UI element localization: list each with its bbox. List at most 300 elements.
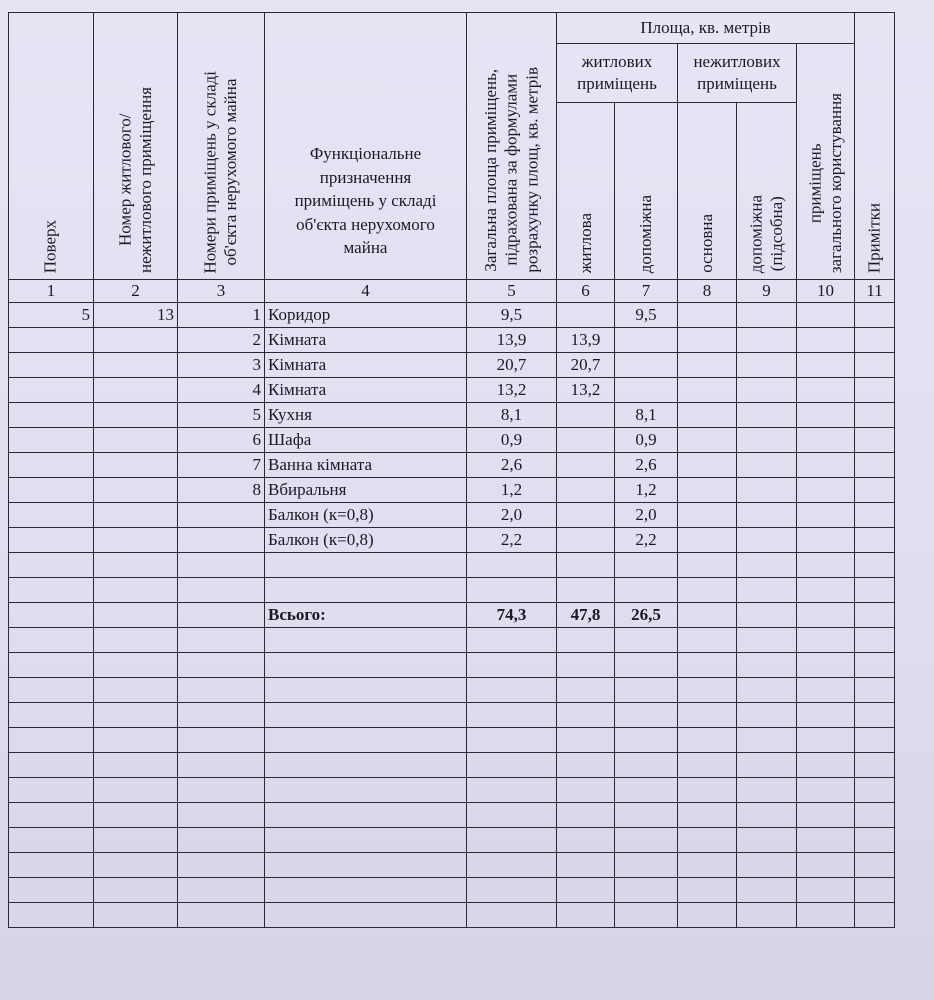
cell-unit <box>94 778 178 803</box>
cell-floor <box>9 803 94 828</box>
cell-auxiliary-area <box>615 903 678 928</box>
cell-unit <box>94 553 178 578</box>
cell-main-area <box>678 628 737 653</box>
cell-room-name <box>265 803 467 828</box>
cell-auxiliary-area <box>615 853 678 878</box>
cell-room-number <box>178 553 265 578</box>
cell-common-area <box>797 853 855 878</box>
cell-common-area <box>797 803 855 828</box>
cell-room-name: Шафа <box>265 428 467 453</box>
cell-floor <box>9 853 94 878</box>
cell-notes <box>855 353 895 378</box>
cell-living-area <box>557 753 615 778</box>
total-living-sum: 47,8 <box>557 603 615 628</box>
cell-room-number: 5 <box>178 403 265 428</box>
cell-notes <box>855 853 895 878</box>
cell-unit <box>94 728 178 753</box>
table-row-empty <box>9 903 895 928</box>
header-main: основна <box>678 103 737 280</box>
cell-auxiliary-area <box>615 753 678 778</box>
cell-notes <box>855 553 895 578</box>
cell-room-number <box>178 753 265 778</box>
cell-floor: 5 <box>9 303 94 328</box>
cell-auxiliary-area <box>615 828 678 853</box>
header-function: Функціональне призначення приміщень у складі об'єкта нерухомого майна <box>265 13 467 280</box>
cell-common-area <box>797 753 855 778</box>
cell-auxiliary-area <box>615 728 678 753</box>
cell-total-area <box>467 578 557 603</box>
cell-utility-area <box>737 478 797 503</box>
table-row <box>9 328 895 353</box>
cell-room-name <box>265 753 467 778</box>
cell-common-area <box>797 478 855 503</box>
cell-total-area <box>467 553 557 578</box>
column-number: 10 <box>797 280 855 303</box>
cell-total-area <box>467 728 557 753</box>
cell-living-area <box>557 828 615 853</box>
column-number: 8 <box>678 280 737 303</box>
cell-auxiliary-area <box>615 553 678 578</box>
table-row-empty <box>9 553 895 578</box>
cell-notes <box>855 578 895 603</box>
cell-main-area <box>678 328 737 353</box>
cell-total-area <box>467 778 557 803</box>
cell-total-area <box>467 853 557 878</box>
cell-utility-area <box>737 603 797 628</box>
cell-common-area <box>797 453 855 478</box>
cell-common-area <box>797 603 855 628</box>
cell-floor <box>9 403 94 428</box>
cell-floor <box>9 478 94 503</box>
cell-room-number <box>178 778 265 803</box>
cell-living-area <box>557 478 615 503</box>
total-auxiliary-sum: 26,5 <box>615 603 678 628</box>
cell-common-area <box>797 828 855 853</box>
total-row <box>9 603 895 628</box>
total-area-sum: 74,3 <box>467 603 557 628</box>
cell-room-number: 8 <box>178 478 265 503</box>
cell-floor <box>9 428 94 453</box>
cell-room-name: Вбиральня <box>265 478 467 503</box>
cell-utility-area <box>737 878 797 903</box>
cell-main-area <box>678 653 737 678</box>
header-area-group: Площа, кв. метрів <box>557 13 855 44</box>
cell-floor <box>9 703 94 728</box>
cell-main-area <box>678 428 737 453</box>
cell-common-area <box>797 378 855 403</box>
cell-auxiliary-area: 2,6 <box>615 453 678 478</box>
cell-room-name <box>265 878 467 903</box>
cell-main-area <box>678 778 737 803</box>
cell-common-area <box>797 428 855 453</box>
cell-common-area <box>797 403 855 428</box>
table-row <box>9 478 895 503</box>
cell-floor <box>9 753 94 778</box>
cell-room-number <box>178 603 265 628</box>
cell-room-name <box>265 728 467 753</box>
cell-total-area <box>467 753 557 778</box>
cell-living-area <box>557 703 615 728</box>
cell-utility-area <box>737 453 797 478</box>
cell-floor <box>9 653 94 678</box>
cell-room-number <box>178 578 265 603</box>
table-row-empty <box>9 828 895 853</box>
cell-room-number <box>178 703 265 728</box>
cell-notes <box>855 403 895 428</box>
cell-utility-area <box>737 703 797 728</box>
cell-auxiliary-area: 1,2 <box>615 478 678 503</box>
cell-common-area <box>797 353 855 378</box>
cell-main-area <box>678 528 737 553</box>
cell-main-area <box>678 453 737 478</box>
cell-total-area: 2,2 <box>467 528 557 553</box>
cell-common-area <box>797 328 855 353</box>
cell-unit <box>94 678 178 703</box>
cell-auxiliary-area <box>615 378 678 403</box>
cell-room-name <box>265 903 467 928</box>
cell-auxiliary-area <box>615 328 678 353</box>
header-floor: Поверх <box>9 13 94 280</box>
cell-room-number <box>178 903 265 928</box>
cell-floor <box>9 553 94 578</box>
cell-room-number: 3 <box>178 353 265 378</box>
column-number: 2 <box>94 280 178 303</box>
header-notes: Примітки <box>855 13 895 280</box>
cell-floor <box>9 503 94 528</box>
cell-unit <box>94 803 178 828</box>
cell-total-area: 9,5 <box>467 303 557 328</box>
cell-living-area: 13,9 <box>557 328 615 353</box>
cell-utility-area <box>737 528 797 553</box>
cell-notes <box>855 378 895 403</box>
cell-auxiliary-area: 2,2 <box>615 528 678 553</box>
cell-notes <box>855 678 895 703</box>
cell-room-number <box>178 678 265 703</box>
cell-notes <box>855 803 895 828</box>
table-row <box>9 403 895 428</box>
cell-utility-area <box>737 678 797 703</box>
cell-utility-area <box>737 303 797 328</box>
cell-room-name: Ванна кімната <box>265 453 467 478</box>
header-living-group: житлових приміщень <box>557 44 678 103</box>
cell-room-name: Кімната <box>265 378 467 403</box>
cell-main-area <box>678 753 737 778</box>
header-total-area: Загальна площа приміщень, підрахована за формулами розрахунку площ, кв. метрів <box>467 13 557 280</box>
cell-living-area <box>557 628 615 653</box>
cell-total-area: 2,6 <box>467 453 557 478</box>
cell-total-area: 13,2 <box>467 378 557 403</box>
cell-notes <box>855 478 895 503</box>
cell-notes <box>855 503 895 528</box>
cell-room-name <box>265 778 467 803</box>
cell-total-area: 0,9 <box>467 428 557 453</box>
table-row-empty <box>9 653 895 678</box>
header-auxiliary: допоміжна <box>615 103 678 280</box>
cell-auxiliary-area: 2,0 <box>615 503 678 528</box>
cell-auxiliary-area <box>615 628 678 653</box>
total-label: Всього: <box>265 603 467 628</box>
cell-room-name <box>265 703 467 728</box>
cell-living-area <box>557 878 615 903</box>
cell-main-area <box>678 603 737 628</box>
cell-living-area <box>557 653 615 678</box>
cell-main-area <box>678 478 737 503</box>
cell-total-area: 20,7 <box>467 353 557 378</box>
cell-floor <box>9 628 94 653</box>
cell-utility-area <box>737 828 797 853</box>
cell-room-name: Балкон (к=0,8) <box>265 528 467 553</box>
cell-unit <box>94 578 178 603</box>
cell-main-area <box>678 678 737 703</box>
cell-total-area <box>467 628 557 653</box>
cell-unit <box>94 878 178 903</box>
cell-total-area: 1,2 <box>467 478 557 503</box>
cell-room-number <box>178 853 265 878</box>
cell-utility-area <box>737 353 797 378</box>
column-number: 5 <box>467 280 557 303</box>
cell-unit <box>94 528 178 553</box>
cell-living-area <box>557 678 615 703</box>
cell-notes <box>855 653 895 678</box>
cell-common-area <box>797 903 855 928</box>
cell-room-name: Балкон (к=0,8) <box>265 503 467 528</box>
column-number: 4 <box>265 280 467 303</box>
column-number: 11 <box>855 280 895 303</box>
cell-floor <box>9 878 94 903</box>
cell-notes <box>855 703 895 728</box>
table-row <box>9 503 895 528</box>
cell-total-area <box>467 653 557 678</box>
cell-room-number <box>178 628 265 653</box>
cell-room-number <box>178 653 265 678</box>
cell-notes <box>855 453 895 478</box>
column-number: 3 <box>178 280 265 303</box>
cell-unit <box>94 328 178 353</box>
cell-notes <box>855 428 895 453</box>
cell-total-area <box>467 803 557 828</box>
table-row <box>9 303 895 328</box>
cell-main-area <box>678 878 737 903</box>
cell-room-name <box>265 553 467 578</box>
cell-notes <box>855 828 895 853</box>
cell-main-area <box>678 403 737 428</box>
table-row <box>9 428 895 453</box>
table-row-empty <box>9 728 895 753</box>
cell-floor <box>9 353 94 378</box>
cell-living-area <box>557 553 615 578</box>
cell-unit <box>94 853 178 878</box>
cell-total-area <box>467 678 557 703</box>
cell-unit <box>94 353 178 378</box>
cell-auxiliary-area: 0,9 <box>615 428 678 453</box>
cell-unit <box>94 603 178 628</box>
cell-notes <box>855 753 895 778</box>
header-common-use: приміщень загального користування <box>797 44 855 280</box>
cell-auxiliary-area: 9,5 <box>615 303 678 328</box>
cell-room-name <box>265 828 467 853</box>
cell-room-name <box>265 578 467 603</box>
cell-room-number: 2 <box>178 328 265 353</box>
table-row-empty <box>9 678 895 703</box>
cell-unit <box>94 628 178 653</box>
cell-utility-area <box>737 378 797 403</box>
cell-unit <box>94 753 178 778</box>
table-row-empty <box>9 803 895 828</box>
cell-room-number: 6 <box>178 428 265 453</box>
cell-room-name: Кухня <box>265 403 467 428</box>
cell-total-area: 2,0 <box>467 503 557 528</box>
cell-notes <box>855 728 895 753</box>
cell-room-number <box>178 528 265 553</box>
cell-common-area <box>797 653 855 678</box>
cell-main-area <box>678 803 737 828</box>
cell-main-area <box>678 903 737 928</box>
cell-room-number <box>178 803 265 828</box>
cell-unit <box>94 453 178 478</box>
cell-room-number: 1 <box>178 303 265 328</box>
cell-floor <box>9 378 94 403</box>
column-number: 6 <box>557 280 615 303</box>
cell-living-area <box>557 503 615 528</box>
cell-notes <box>855 528 895 553</box>
cell-room-number <box>178 728 265 753</box>
table-row-empty <box>9 753 895 778</box>
cell-room-name <box>265 628 467 653</box>
cell-room-number: 4 <box>178 378 265 403</box>
cell-living-area <box>557 453 615 478</box>
cell-utility-area <box>737 328 797 353</box>
cell-room-number <box>178 828 265 853</box>
cell-common-area <box>797 578 855 603</box>
cell-total-area: 8,1 <box>467 403 557 428</box>
cell-floor <box>9 328 94 353</box>
cell-main-area <box>678 378 737 403</box>
cell-floor <box>9 603 94 628</box>
cell-room-name: Кімната <box>265 353 467 378</box>
cell-unit <box>94 503 178 528</box>
cell-room-name <box>265 653 467 678</box>
cell-floor <box>9 728 94 753</box>
cell-living-area <box>557 853 615 878</box>
cell-utility-area <box>737 653 797 678</box>
cell-common-area <box>797 303 855 328</box>
header-nonliving-group: нежитлових приміщень <box>678 44 797 103</box>
cell-notes <box>855 603 895 628</box>
cell-utility-area <box>737 428 797 453</box>
cell-floor <box>9 578 94 603</box>
cell-floor <box>9 828 94 853</box>
cell-unit <box>94 428 178 453</box>
cell-unit <box>94 828 178 853</box>
room-area-table <box>8 12 895 928</box>
cell-auxiliary-area <box>615 653 678 678</box>
table-row <box>9 378 895 403</box>
cell-utility-area <box>737 853 797 878</box>
cell-auxiliary-area <box>615 353 678 378</box>
cell-unit <box>94 478 178 503</box>
cell-utility-area <box>737 628 797 653</box>
cell-main-area <box>678 828 737 853</box>
cell-notes <box>855 328 895 353</box>
column-number: 7 <box>615 280 678 303</box>
cell-room-name <box>265 853 467 878</box>
cell-main-area <box>678 578 737 603</box>
cell-living-area <box>557 303 615 328</box>
header-unit-number: Номер житлового/ нежитлового приміщення <box>94 13 178 280</box>
cell-unit <box>94 378 178 403</box>
cell-room-number: 7 <box>178 453 265 478</box>
cell-utility-area <box>737 553 797 578</box>
cell-utility-area <box>737 903 797 928</box>
cell-room-name: Кімната <box>265 328 467 353</box>
cell-unit: 13 <box>94 303 178 328</box>
cell-living-area <box>557 728 615 753</box>
cell-main-area <box>678 853 737 878</box>
cell-total-area <box>467 828 557 853</box>
cell-floor <box>9 453 94 478</box>
cell-common-area <box>797 728 855 753</box>
cell-main-area <box>678 728 737 753</box>
cell-room-name: Коридор <box>265 303 467 328</box>
header-room-numbers: Номери приміщень у складі об'єкта нерухомого майна <box>178 13 265 280</box>
cell-unit <box>94 703 178 728</box>
cell-utility-area <box>737 503 797 528</box>
cell-utility-area <box>737 803 797 828</box>
cell-total-area: 13,9 <box>467 328 557 353</box>
cell-floor <box>9 678 94 703</box>
table-row <box>9 353 895 378</box>
cell-living-area <box>557 778 615 803</box>
cell-living-area <box>557 578 615 603</box>
header-living: житлова <box>557 103 615 280</box>
cell-living-area <box>557 803 615 828</box>
cell-floor <box>9 778 94 803</box>
cell-floor <box>9 903 94 928</box>
cell-living-area <box>557 428 615 453</box>
cell-living-area: 20,7 <box>557 353 615 378</box>
cell-total-area <box>467 903 557 928</box>
cell-notes <box>855 903 895 928</box>
cell-auxiliary-area <box>615 578 678 603</box>
header-utility: допоміжна (підсобна) <box>737 103 797 280</box>
cell-utility-area <box>737 753 797 778</box>
cell-auxiliary-area <box>615 678 678 703</box>
cell-auxiliary-area <box>615 778 678 803</box>
cell-notes <box>855 778 895 803</box>
cell-room-name <box>265 678 467 703</box>
cell-unit <box>94 903 178 928</box>
cell-auxiliary-area <box>615 703 678 728</box>
cell-common-area <box>797 628 855 653</box>
cell-total-area <box>467 878 557 903</box>
cell-common-area <box>797 553 855 578</box>
table-row-empty <box>9 878 895 903</box>
cell-room-number <box>178 503 265 528</box>
table-row-empty <box>9 853 895 878</box>
cell-auxiliary-area: 8,1 <box>615 403 678 428</box>
cell-main-area <box>678 303 737 328</box>
table-body <box>9 303 895 928</box>
cell-notes <box>855 628 895 653</box>
cell-floor <box>9 528 94 553</box>
cell-main-area <box>678 553 737 578</box>
cell-common-area <box>797 678 855 703</box>
cell-living-area <box>557 903 615 928</box>
cell-room-number <box>178 878 265 903</box>
column-number-row <box>9 280 895 303</box>
table-row-empty <box>9 703 895 728</box>
cell-utility-area <box>737 728 797 753</box>
